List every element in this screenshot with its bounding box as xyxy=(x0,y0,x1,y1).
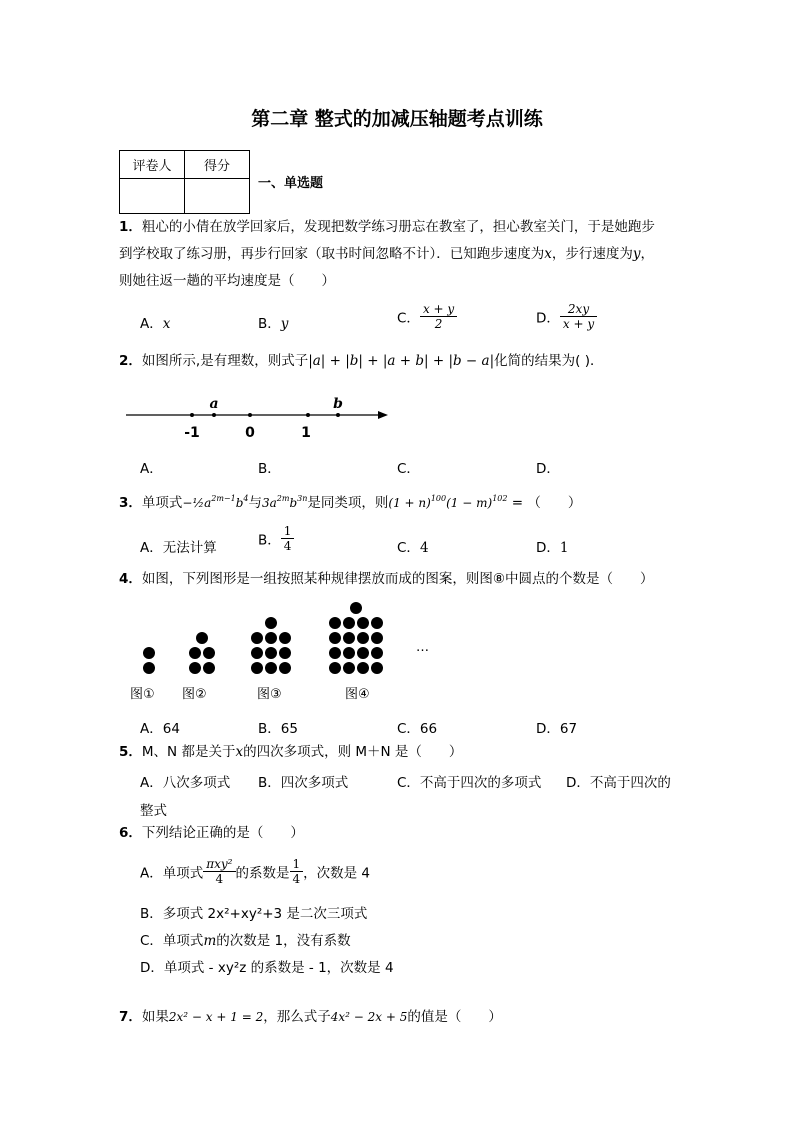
figure-dot xyxy=(329,617,341,629)
figure-dot xyxy=(189,662,201,674)
figure-dot xyxy=(343,617,355,629)
q6-a-fraction xyxy=(203,857,235,886)
q3-option-d[interactable] xyxy=(536,536,569,556)
score-table-score-cell xyxy=(185,179,250,214)
q1-text-line2b: ，步行速度为 xyxy=(551,246,633,262)
q2-expression: |a| + |b| + |a + b| + |b − a| xyxy=(308,353,495,369)
q5-text-a: M、N 都是关于 xyxy=(141,744,236,760)
q6-a-text-c: ，次数是 4 xyxy=(303,865,371,882)
figure-dot xyxy=(350,602,362,614)
q3-mono1-base: −½a xyxy=(182,496,212,510)
q2-option-d[interactable]: D． xyxy=(536,461,560,477)
q7-line xyxy=(119,1004,502,1031)
tick-zero xyxy=(248,413,252,417)
q1-var-x: x xyxy=(544,246,552,262)
q3-option-a[interactable]: A．无法计算 xyxy=(140,540,217,556)
q2-option-b[interactable]: B． xyxy=(258,461,281,477)
figure-dot xyxy=(265,617,277,629)
q1-option-d[interactable] xyxy=(536,302,597,331)
page-title: 第二章 整式的加减压轴题考点训练 xyxy=(251,108,543,130)
q4-figure-1-label: 图① xyxy=(130,687,155,702)
figure-dot xyxy=(343,632,355,644)
q3-text-c: 是同类项，则 xyxy=(307,495,389,511)
q7-expression-1: 2x² − x + 1 = 2 xyxy=(168,1010,264,1024)
q6-c-text-b: 的次数是 1，没有系数 xyxy=(216,933,351,949)
q5-option-c[interactable]: C．不高于四次的多项式 xyxy=(397,775,542,791)
q3-option-c[interactable] xyxy=(397,536,429,556)
figure-dot xyxy=(357,662,369,674)
q3-b-denominator: 4 xyxy=(283,539,292,553)
q1-option-b[interactable] xyxy=(258,312,288,332)
q6-c-var: m xyxy=(203,933,217,949)
q3-expr-a: (1 + n) xyxy=(388,496,431,510)
figure-dot xyxy=(265,662,277,674)
q4-ellipsis: … xyxy=(416,640,429,655)
q3-option-b[interactable] xyxy=(258,524,294,553)
figure-dot xyxy=(329,647,341,659)
score-table-header-score: 得分 xyxy=(185,151,250,179)
q3-expr-b: (1 − m) xyxy=(446,496,493,510)
q3-option-d-value: 1 xyxy=(559,540,569,556)
q1-text-line1: 粗心的小倩在放学回家后，发现把数学练习册忘在教室了，担心教室关门，于是她跑步 xyxy=(141,219,655,235)
score-table xyxy=(119,150,250,214)
score-table-grader-cell xyxy=(120,179,185,214)
q7-expression-2: 4x² − 2x + 5 xyxy=(330,1010,408,1024)
q4-line xyxy=(119,566,654,593)
label-one: 1 xyxy=(301,425,311,441)
label-b: b xyxy=(333,396,343,412)
q5-line xyxy=(119,739,462,766)
figure-dot xyxy=(265,632,277,644)
q4-option-c[interactable]: C．66 xyxy=(397,721,438,737)
q1-option-d-label: D． xyxy=(536,310,560,327)
q6-option-b[interactable]: B．多项式 2x²+xy²+3 是二次三项式 xyxy=(140,906,368,922)
q1-c-denominator: 2 xyxy=(434,317,443,331)
q1-number: 1． xyxy=(119,219,142,235)
q7-text-a: 如果 xyxy=(141,1009,169,1025)
figure-dot xyxy=(196,632,208,644)
q2-option-a[interactable]: A． xyxy=(140,461,163,477)
q1-d-numerator: 2xy xyxy=(560,302,597,317)
figure-dot xyxy=(371,632,383,644)
figure-dot xyxy=(143,647,155,659)
q3-option-b-fraction xyxy=(281,524,295,553)
q1-option-c-label: C． xyxy=(397,310,420,327)
tick-one xyxy=(306,413,310,417)
q7-text-c: 的值是（ ） xyxy=(407,1009,502,1025)
q3-option-b-label: B． xyxy=(258,532,281,549)
tick-minus-one xyxy=(190,413,194,417)
figure-dot xyxy=(265,647,277,659)
q3-exp-b: 102 xyxy=(492,494,508,503)
figure-dot xyxy=(371,647,383,659)
q3-text-b: 与 xyxy=(248,495,262,511)
figure-dot xyxy=(251,647,263,659)
q3-exp-a: 100 xyxy=(430,494,447,503)
q2-number-line xyxy=(120,390,400,442)
q6-option-c[interactable] xyxy=(140,929,351,949)
q1-option-a-label: A． xyxy=(140,316,163,332)
figure-dot xyxy=(343,647,355,659)
q2-line xyxy=(119,348,603,375)
q3-mono2-base: 3a xyxy=(262,496,277,510)
q3-mono1-b: b xyxy=(235,496,244,510)
q6-line xyxy=(119,820,304,847)
q4-number: 4． xyxy=(119,571,142,587)
q6-a-coef-fraction xyxy=(290,857,304,886)
q6-option-d[interactable]: D．单项式 - xy²z 的系数是 - 1，次数是 4 xyxy=(140,960,394,976)
q7-number: 7． xyxy=(119,1009,142,1025)
q2-text-b: 化简的结果为( )． xyxy=(494,353,604,369)
label-a: a xyxy=(209,396,219,412)
point-a xyxy=(212,413,216,417)
q1-line2 xyxy=(119,241,654,268)
q1-text-line2a: 到学校取了练习册，再步行回家（取书时间忽略不计）．已知跑步速度为 xyxy=(119,246,545,262)
q1-line1 xyxy=(119,214,655,241)
q3-mono2-b-exp: 3n xyxy=(297,494,308,503)
q6-c-text-a: C．单项式 xyxy=(140,933,204,949)
q1-c-numerator: x + y xyxy=(420,302,457,317)
figure-dot xyxy=(189,647,201,659)
q3-number: 3． xyxy=(119,495,142,511)
figure-dot xyxy=(357,617,369,629)
figure-dot xyxy=(251,662,263,674)
q5-text-b: 的四次多项式，则 M＋N 是（ ） xyxy=(243,744,463,760)
q6-number: 6． xyxy=(119,825,142,841)
q1-option-c-fraction xyxy=(420,302,457,331)
figure-dot xyxy=(279,662,291,674)
q1-text-line3: 则她往返一趟的平均速度是（ ） xyxy=(119,273,335,289)
point-b xyxy=(336,413,340,417)
q4-option-b[interactable]: B．65 xyxy=(258,721,298,737)
q1-var-y: y xyxy=(632,246,641,262)
q6-a-coef-numerator: 1 xyxy=(290,857,304,872)
figure-dot xyxy=(343,662,355,674)
q3-mono2-exp: 2m xyxy=(276,494,290,503)
figure-dot xyxy=(279,647,291,659)
figure-dot xyxy=(143,662,155,674)
score-table-header-grader: 评卷人 xyxy=(120,151,185,179)
q5-option-b[interactable]: B．四次多项式 xyxy=(258,775,349,791)
figure-dot xyxy=(329,662,341,674)
q3-monomial-1 xyxy=(182,496,248,510)
q5-option-d[interactable]: D．不高于四次的 xyxy=(566,775,671,791)
q6-option-a[interactable] xyxy=(140,857,370,886)
q4-figure-4-label: 图④ xyxy=(345,687,370,702)
q2-text-a: 如图所示,是有理数，则式子 xyxy=(141,353,309,369)
q3-mono2-b: b xyxy=(289,496,298,510)
q4-option-a[interactable]: A．64 xyxy=(140,721,180,737)
q6-a-text-b: 的系数是 xyxy=(235,865,290,882)
q5-option-d-continuation: 整式 xyxy=(140,803,167,819)
q5-number: 5． xyxy=(119,744,142,760)
q1-option-a-value: x xyxy=(162,316,171,332)
q6-a-coef-denominator: 4 xyxy=(292,872,301,886)
figure-dot xyxy=(279,632,291,644)
q3-option-c-label: C． xyxy=(397,540,420,556)
figure-dot xyxy=(371,662,383,674)
q3-mono1-b-exp: 4 xyxy=(243,494,249,503)
q1-option-d-fraction xyxy=(560,302,597,331)
figure-dot xyxy=(203,647,215,659)
number-line-arrow xyxy=(378,411,388,419)
q6-a-text-a: A．单项式 xyxy=(140,865,204,882)
q3-mono1-exp: 2m−1 xyxy=(211,494,236,503)
q1-option-a[interactable] xyxy=(140,312,170,332)
q5-option-a[interactable]: A．八次多项式 xyxy=(140,775,231,791)
q4-text: 如图，下列图形是一组按照某种规律摆放而成的图案，则图⑧中圆点的个数是（ ） xyxy=(141,571,654,587)
q6-text: 下列结论正确的是（ ） xyxy=(141,825,304,841)
figure-dot xyxy=(371,617,383,629)
q1-text-line2c: ， xyxy=(640,246,655,262)
q5-var: x xyxy=(235,744,244,760)
label-minus-one: -1 xyxy=(184,425,200,441)
q3-option-c-value: 4 xyxy=(419,540,429,556)
q4-figure-3-label: 图③ xyxy=(257,687,282,702)
figure-dot xyxy=(357,632,369,644)
q1-d-denominator: x + y xyxy=(562,317,595,331)
q3-text-a: 单项式 xyxy=(141,495,183,511)
q1-option-b-label: B． xyxy=(258,316,281,332)
figure-dot xyxy=(203,662,215,674)
q2-option-c[interactable]: C． xyxy=(397,461,420,477)
figure-dot xyxy=(251,632,263,644)
q3-expression xyxy=(388,496,507,510)
q3-monomial-2 xyxy=(262,496,307,510)
q2-number: 2． xyxy=(119,353,142,369)
figure-dot xyxy=(329,632,341,644)
q4-option-d[interactable]: D．67 xyxy=(536,721,578,737)
q7-text-b: ，那么式子 xyxy=(263,1009,331,1025)
q3-option-d-label: D． xyxy=(536,540,560,556)
q4-figure-2-label: 图② xyxy=(182,687,207,702)
q6-a-denominator: 4 xyxy=(215,872,224,886)
q1-option-c[interactable] xyxy=(397,302,457,331)
q6-a-numerator: πxy² xyxy=(203,857,235,872)
q3-text-d: = （ ） xyxy=(507,495,582,511)
q3-b-numerator: 1 xyxy=(281,524,295,539)
section-heading: 一、单选题 xyxy=(258,176,324,191)
label-zero: 0 xyxy=(245,425,255,441)
q1-option-b-value: y xyxy=(280,316,289,332)
figure-dot xyxy=(357,647,369,659)
q3-line xyxy=(119,485,581,517)
